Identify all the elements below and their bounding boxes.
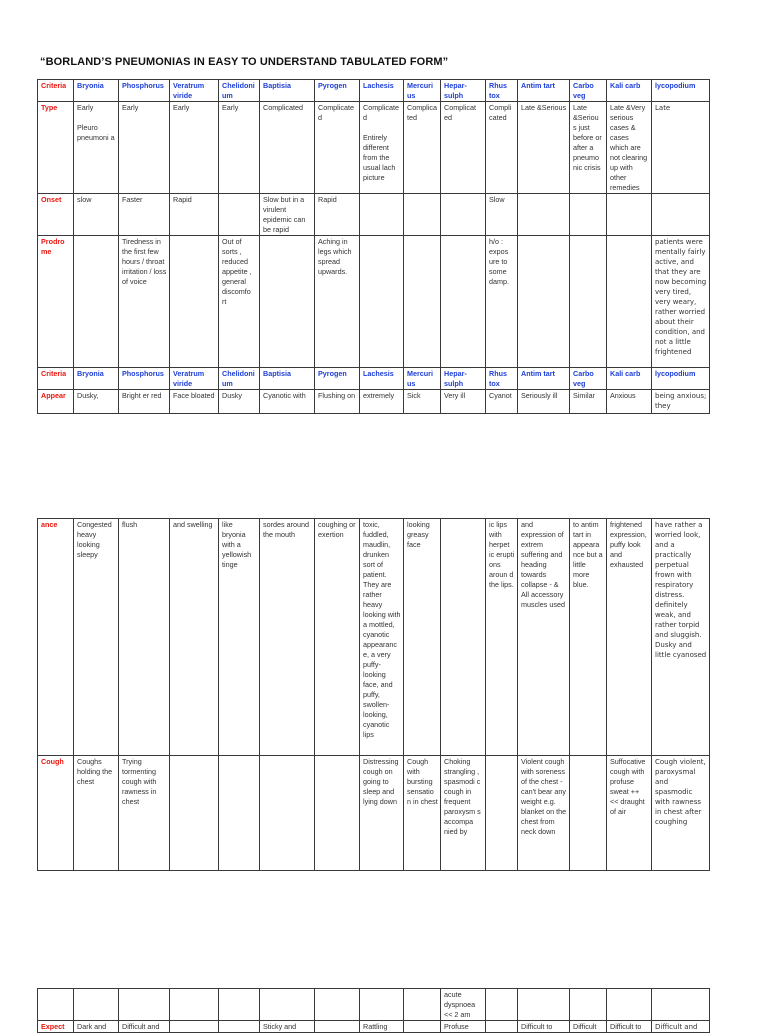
table-cell (219, 194, 260, 236)
table-cell: Out of sorts , reduced appetite , general discomfo rt (219, 236, 260, 368)
table-cell (170, 236, 219, 368)
remedy-header-cell: Phosphorus (119, 80, 170, 102)
table-cell: Dusky (219, 390, 260, 414)
criteria-label-cell: Prodro me (38, 236, 74, 368)
remedy-header-cell: Baptisia (260, 80, 315, 102)
table-cell: Anxious (607, 390, 652, 414)
table-cell: flush (119, 519, 170, 756)
remedy-header-cell: Carbo veg (570, 368, 607, 390)
table-cell: h/o : expos ure to some damp. (486, 236, 518, 368)
page-title: “BORLAND’S PNEUMONIAS IN EASY TO UNDERSTAND TABULATED FORM” (40, 56, 449, 68)
table-cell: Complicate d Entirely different from the usual lach picture (360, 102, 404, 194)
table-cell: Similar (570, 390, 607, 414)
table-cell (570, 236, 607, 368)
table-cell: and expression of extrem suffering and heading towards collapse - & All accessory muscles used (518, 519, 570, 756)
table-cell: Very ill (441, 390, 486, 414)
table-cell: Congested heavy looking sleepy (74, 519, 119, 756)
table-cell (219, 989, 260, 1021)
table-cell: Rattling (360, 1021, 404, 1033)
table-cell (170, 989, 219, 1021)
remedy-header-cell: Bryonia (74, 80, 119, 102)
table-cell (315, 756, 360, 871)
table-cell: Complicat ed (441, 102, 486, 194)
criteria-label-cell (38, 989, 74, 1021)
table-cell: Rapid (170, 194, 219, 236)
table-cell (607, 989, 652, 1021)
table-cell: like bryonia with a yellowish tinge (219, 519, 260, 756)
table-cell (74, 989, 119, 1021)
table-cell: Difficult to (607, 1021, 652, 1033)
table-cell (260, 989, 315, 1021)
criteria-header-cell: Criteria (38, 368, 74, 390)
table-cell (74, 236, 119, 368)
table-cell: patients were mentally fairly active, and that they are now becoming very tired, very weary, rather worried about their condition, and not a little frightened (652, 236, 710, 368)
remedy-header-cell: Hepar-sulph (441, 368, 486, 390)
table-cell: Complicate d (315, 102, 360, 194)
remedy-header-cell: Chelidoni um (219, 80, 260, 102)
table-row (38, 102, 710, 194)
table-cell: Slow (486, 194, 518, 236)
table-cell: Seriously ill (518, 390, 570, 414)
table-cell (170, 1021, 219, 1033)
table-cell: Violent cough with soreness of the chest - can't bear any weight e.g. blanket on the chest from neck down (518, 756, 570, 871)
table-cell: Early (119, 102, 170, 194)
table-cell: Flushing on (315, 390, 360, 414)
table-cell (518, 194, 570, 236)
table-cell: Face bloated (170, 390, 219, 414)
table-cell: have rather a worried look, and a practically perpetual frown with respiratory distress. definitely weak, and rather torpid and sluggish. Dusky and little cyanosed (652, 519, 710, 756)
table-cell: Bright er red (119, 390, 170, 414)
table-cell (486, 1021, 518, 1033)
table-cell: slow (74, 194, 119, 236)
table-cell: Tiredness in the first few hours / throat irritation / loss of voice (119, 236, 170, 368)
table-cell: Choking strangling , spasmodi c cough in frequent paroxysm s accompa nied by (441, 756, 486, 871)
remedy-header-cell: Hepar-sulph (441, 80, 486, 102)
table-cell: Trying tormenting cough with rawness in chest (119, 756, 170, 871)
table-cell (404, 989, 441, 1021)
criteria-label-cell: Appear (38, 390, 74, 414)
table-row (38, 390, 710, 414)
table-cell: Late &Very serious cases & cases which are not clearing up with other remedies (607, 102, 652, 194)
remedy-header-cell: Veratrum viride (170, 368, 219, 390)
criteria-label-cell: Type (38, 102, 74, 194)
remedy-header-cell: Carbo veg (570, 80, 607, 102)
criteria-label-cell: ance (38, 519, 74, 756)
table-cell: Suffocative cough with profuse sweat ++ << draught of air (607, 756, 652, 871)
remedy-header-cell: Pyrogen (315, 80, 360, 102)
table-cell (607, 236, 652, 368)
remedy-header-cell: Lachesis (360, 368, 404, 390)
table-cell (260, 236, 315, 368)
table-cell: being anxious; they (652, 390, 710, 414)
table-cell: Sticky and (260, 1021, 315, 1033)
table-cell: Late &Serious (518, 102, 570, 194)
table-cell (441, 194, 486, 236)
table-row (38, 236, 710, 368)
table-cell: and swelling (170, 519, 219, 756)
table-cell (260, 756, 315, 871)
table-cell: Difficult and (119, 1021, 170, 1033)
table-cell (518, 989, 570, 1021)
remedy-header-cell: Veratrum viride (170, 80, 219, 102)
remedy-header-cell: Mercuri us (404, 80, 441, 102)
table-cell: Late &Seriou s just before or after a pneumo nic crisis (570, 102, 607, 194)
table-cell (486, 756, 518, 871)
table-row (38, 519, 710, 756)
table-cell: Early (219, 102, 260, 194)
remedy-header-cell: Baptisia (260, 368, 315, 390)
table-row (38, 756, 710, 871)
remedy-table-part-1 (37, 79, 710, 414)
remedy-header-cell: Bryonia (74, 368, 119, 390)
table-cell (652, 989, 710, 1021)
table-cell: to antim tart in appeara nce but a little more blue. (570, 519, 607, 756)
table-row (38, 194, 710, 236)
table-cell (607, 194, 652, 236)
table-cell: Difficult to (518, 1021, 570, 1033)
table-cell: Early Pleuro pneumoni a (74, 102, 119, 194)
header-row (38, 80, 710, 102)
remedy-header-cell: Pyrogen (315, 368, 360, 390)
table-cell (119, 989, 170, 1021)
table-cell (570, 989, 607, 1021)
table-cell: Slow but in a virulent epidemic can be rapid (260, 194, 315, 236)
remedy-header-cell: Rhus tox (486, 80, 518, 102)
table-cell: Compli cated (486, 102, 518, 194)
table-cell (404, 1021, 441, 1033)
table-cell: Complica ted (404, 102, 441, 194)
table-cell: Early (170, 102, 219, 194)
table-cell (315, 1021, 360, 1033)
table-cell (404, 236, 441, 368)
table-cell: Cough violent, paroxysmal and spasmodic with rawness in chest after coughing (652, 756, 710, 871)
criteria-label-cell: Expect (38, 1021, 74, 1033)
remedy-header-cell: Phosphorus (119, 368, 170, 390)
table-cell: acute dyspnoea << 2 am (441, 989, 486, 1021)
header-row (38, 368, 710, 390)
table-cell (360, 194, 404, 236)
table-row (38, 989, 710, 1021)
remedy-header-cell: Kali carb (607, 80, 652, 102)
table-cell: Faster (119, 194, 170, 236)
remedy-table-part-2 (37, 518, 710, 871)
remedy-header-cell: Antim tart (518, 368, 570, 390)
table-cell: coughing or exertion (315, 519, 360, 756)
table-cell (404, 194, 441, 236)
remedy-header-cell: Chelidoni um (219, 368, 260, 390)
table-cell: Difficult (570, 1021, 607, 1033)
remedy-header-cell: Lachesis (360, 80, 404, 102)
table-cell (441, 519, 486, 756)
table-cell: Coughs holding the chest (74, 756, 119, 871)
table-cell: Difficult and (652, 1021, 710, 1033)
remedy-header-cell: lycopodium (652, 368, 710, 390)
remedy-table-part-3 (37, 988, 710, 1033)
table-cell (315, 989, 360, 1021)
table-cell: Sick (404, 390, 441, 414)
table-cell (518, 236, 570, 368)
table-cell (441, 236, 486, 368)
table-cell: looking greasy face (404, 519, 441, 756)
table-cell (570, 756, 607, 871)
table-cell (486, 989, 518, 1021)
remedy-header-cell: Antim tart (518, 80, 570, 102)
remedy-header-cell: Rhus tox (486, 368, 518, 390)
table-cell (219, 1021, 260, 1033)
table-cell (570, 194, 607, 236)
criteria-header-cell: Criteria (38, 80, 74, 102)
table-cell (360, 236, 404, 368)
remedy-header-cell: Kali carb (607, 368, 652, 390)
table-row (38, 1021, 710, 1033)
table-cell (360, 989, 404, 1021)
table-cell: Rapid (315, 194, 360, 236)
table-cell: ic lips with herpet ic erupti ons aroun d the lips. (486, 519, 518, 756)
remedy-header-cell: Mercuri us (404, 368, 441, 390)
table-cell (170, 756, 219, 871)
criteria-label-cell: Onset (38, 194, 74, 236)
remedy-header-cell: lycopodium (652, 80, 710, 102)
table-cell: Aching in legs which spread upwards. (315, 236, 360, 368)
table-cell: Cyanotic with (260, 390, 315, 414)
table-cell: toxic, fuddled, maudlin, drunken sort of patient. They are rather heavy looking with a mottled, cyanotic appearanc e, a very puffy-looking face, and puffy, swollen-looking, cyanotic lips (360, 519, 404, 756)
table-cell: extremely (360, 390, 404, 414)
table-cell: Complicated (260, 102, 315, 194)
table-cell: Cyanot (486, 390, 518, 414)
table-cell: Dusky, (74, 390, 119, 414)
table-cell: Distressing cough on going to sleep and lying down (360, 756, 404, 871)
table-cell (219, 756, 260, 871)
table-cell: frightened expression, puffy look and exhausted (607, 519, 652, 756)
table-cell: sordes around the mouth (260, 519, 315, 756)
table-cell: Late (652, 102, 710, 194)
criteria-label-cell: Cough (38, 756, 74, 871)
table-cell (652, 194, 710, 236)
table-cell: Dark and (74, 1021, 119, 1033)
table-cell: Cough with bursting sensatio n in chest (404, 756, 441, 871)
table-cell: Profuse (441, 1021, 486, 1033)
